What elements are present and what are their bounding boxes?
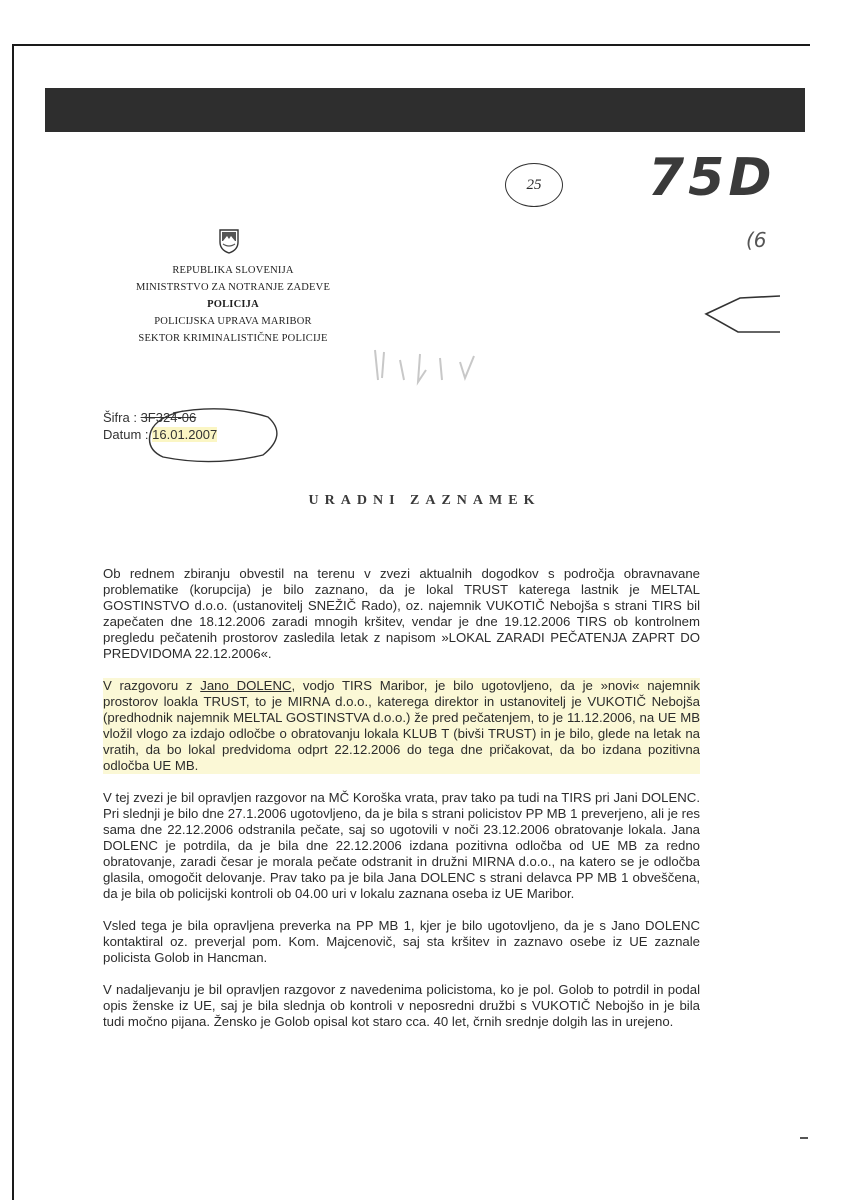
date-circle-mark-icon — [140, 405, 283, 465]
paragraph: Vsled tega je bila opravljena preverka na PP MB 1, kjer je bilo ugotovljeno, da je s Jano DOLENC kontaktiral oz. preverjal pom. Kom. Majcenovič, saj sta kršitev in zaznavo osebe iz UE zaznale policista Golob in Hancman. — [103, 918, 700, 965]
handwritten-page-number: 75D — [648, 148, 776, 208]
circled-number — [505, 163, 563, 207]
faint-signature — [370, 340, 500, 398]
para2-before: V razgovoru z — [103, 678, 201, 693]
header-line: POLICIJSKA UPRAVA MARIBOR — [154, 316, 312, 327]
datum-label: Datum — [103, 427, 145, 442]
faint-signature-icon — [370, 340, 500, 390]
edge-mark — [800, 1137, 808, 1139]
datum-value: 16.01.2007 — [152, 427, 218, 442]
circled-number-text: 25 — [526, 177, 542, 193]
para2-rest: najemnik prostorov loakla TRUST, to je MIRNA d.o.o., katerega direktor in ustanovitelj je VUKOTIČ Nebojša (predhodnik najemnik MELTAL GOSTINSTVA d.o.o.) že pred pečatenjem, to je 11.12.2006, na UE MB vložil vlogo za izdajo odločbe o obratovanju lokala KLUB T (bivši TRUST) in je bilo, glede na letak na vratih, da bo lokal predvidoma odprt 22.12.2006 do tega dne pričakovat, da bo izdana pozitivna odločba UE MB. — [103, 678, 700, 773]
datum-sep: : — [144, 427, 153, 442]
header-line: POLICIJA — [207, 299, 259, 310]
header-line: MINISTRSTVO ZA NOTRANJE ZADEVE — [135, 282, 331, 293]
body-text — [103, 566, 700, 1046]
handwritten-mark: (6 — [746, 228, 767, 252]
paragraph: V tej zvezi je bil opravljen razgovor na MČ Koroška vrata, prav tako pa tudi na TIRS pri Jani DOLENC. Pri slednji je bilo dne 27.1.2006 ugotovljeno, da je bila s strani policistov PP MB 1 preverjeno, ali je res sama dne 22.12.2006 odstranila pečate, saj so ugotovili v noči 23.12.2006 obratovanje lokala. Jana DOLENC je potrdila, da je bila dne 22.12.2006 izdana pozitivna odločba od UE MB za redno obratovanje, zaradi česar je morala pečate odstranit in družni MIRNA d.o.o., na katero se je odločba glasila, omogočit delovanje. Prav tako pa je bila Jana DOLENC s strani delavca PP MB 1 obveščena, da je bila ob policijski kontroli ob 04.00 uri v lokalu zaznana oseba iz UE Maribor. — [103, 790, 700, 901]
sifra-label: Šifra : — [103, 410, 141, 425]
document-title: URADNI ZAZNAMEK — [308, 493, 541, 508]
paragraph: Ob rednem zbiranju obvestil na terenu v zvezi aktualnih dogodkov s področja obravnavane problematike (korupcija) je bilo zaznano, da je lokal TRUST katerega lastnik je MELTAL GOSTINSTVO d.o.o. (ustanovitelj SNEŽIČ Rado), oz. najemnik VUKOTIČ Nebojša s strani TIRS bil zapečaten dne 18.12.2006 zaradi mnogih kršitev, vendar je dne 19.12.2006 TIRS ob kontrolnem pregledu pečatenih prostorov zasledila letak z napisom »LOKAL ZARADI PEČATENJA ZAPRT DO PREDVIDOMA 22.12.2006«. — [103, 566, 700, 661]
coat-of-arms-icon — [218, 228, 240, 254]
paragraph: V nadaljevanju je bil opravljen razgovor z navedenima policistoma, ko je pol. Golob to potrdil in podal opis ženske iz UE, saj je bila slednja ob kontroli v neposredni družbi s VUKOTIČ Nebojšo in je bila tudi močno pijana. Žensko je Golob opisal kot staro cca. 40 let, črnih srednje dolgih las in urejeno. — [103, 982, 700, 1029]
redaction-bar — [45, 88, 805, 132]
paragraph — [103, 678, 700, 774]
header-line: REPUBLIKA SLOVENIJA — [172, 265, 294, 276]
para2-after: , vodjo TIRS Maribor, je bilo ugotovljeno, da je »novi« — [291, 678, 640, 693]
header-line: SEKTOR KRIMINALISTIČNE POLICIJE — [138, 333, 328, 344]
letterhead — [108, 262, 358, 347]
sifra-value: 3F324-06 — [140, 410, 197, 425]
arrow-mark-icon — [702, 292, 782, 338]
para2-name: Jano DOLENC — [200, 678, 292, 693]
